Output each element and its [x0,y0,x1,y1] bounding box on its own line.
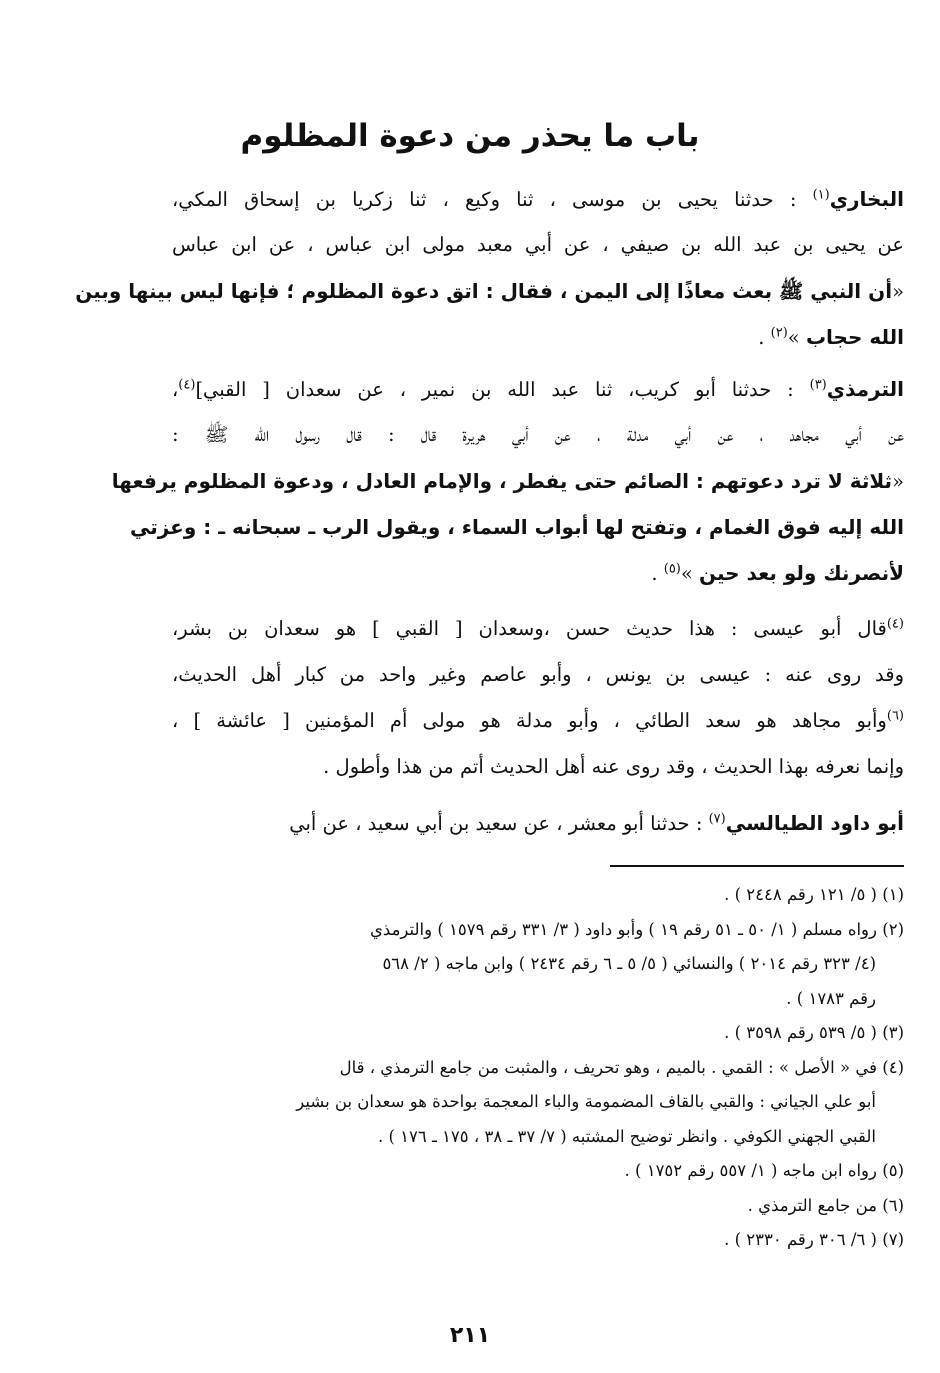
plain-text: : حدثنا أبو كريب، ثنا عبد الله بن نمير ، عن سعدان [ القبي] [195,378,810,401]
text-line [172,176,904,222]
narrator-name: البخاري [829,187,904,211]
footnotes [172,878,904,1258]
bold-text: الله حجاب [805,325,904,349]
plain-text: : حدثنا أبو معشر ، عن سعيد بن أبي سعيد ، عن أبي [289,812,709,835]
footnote-ref: (٥) [663,561,681,577]
footnote-line: القبي الجهني الكوفي . وانظر توضيح المشتبه ( ٧/ ٣٧ ـ ٣٨ ، ١٧٥ ـ ١٧٦ ) . [377,1126,876,1146]
footnote-line: (٦) من جامع الترمذي . [747,1195,904,1215]
footnote-line: أبو علي الجياني : والقبي بالقاف المضمومة والباء المعجمة بواحدة هو سعدان بن بشير [296,1092,876,1111]
paragraph [172,606,904,790]
text-line [111,458,904,504]
footnote-ref: (٢) [770,325,788,341]
text-line [172,222,904,268]
footnote-line: (٤) في « الأصل » : القمي . بالميم ، وهو تحريف ، والمثبت من جامع الترمذي ، قال [339,1057,904,1077]
bold-text: أن النبي ﷺ بعث معاذًا إلى اليمن ، فقال : اتق دعوة المظلوم ؛ فإنها ليس بينها وبين [75,279,893,303]
text-line [172,550,904,596]
narrator-name: أبو داود الطيالسي [725,811,904,835]
footnote-ref: (٤) [178,377,196,393]
paragraph [172,800,904,846]
footnote-line: (٥) رواه ابن ماجه ( ١/ ٥٥٧ رقم ١٧٥٢ ) . [624,1161,904,1180]
plain-text: » [787,326,806,349]
footnote-ref: (١) [812,187,830,203]
plain-text: » [680,562,700,585]
paragraph [111,366,904,596]
footnote-ref: (٧) [708,811,726,827]
plain-text: . [651,562,664,585]
text-line [172,744,904,790]
footnote-line: (٢) رواه مسلم ( ١/ ٥٠ ـ ٥١ رقم ١٩ ) وأبو داود ( ٣/ ٣٣١ رقم ١٥٧٩ ) والترمذي [370,919,904,939]
footnote-separator [610,865,904,867]
plain-text: وقد روى عنه : عيسى بن يونس ، وأبو عاصم وغير واحد من كبار أهل الحديث، [172,663,904,686]
quote-mark: « [892,280,904,303]
plain-text: . [758,326,771,349]
narrator-name: الترمذي [826,377,904,401]
plain-text: وأبو مجاهد هو سعد الطائي ، وأبو مدلة هو مولى أم المؤمنين [ عائشة ] [193,709,887,732]
footnote-ref: (٤) [886,616,904,632]
text-line [172,606,904,652]
footnote-line: (١) ( ٥/ ١٢١ رقم ٢٤٤٨ ) . [724,885,904,904]
footnote-line: (٤/ ٣٢٣ رقم ٢٠١٤ ) والنسائي ( ٥/ ٥ ـ ٦ رقم ٢٤٣٤ ) وابن ماجه ( ٢/ ٥٦٨ [382,954,876,973]
plain-text: عن أبي مجاهد ، عن أبي مدلة ، عن أبي هريرة قال : قال رسول الله ﷺ : [172,423,904,446]
footnote-ref: (٦) [886,708,904,724]
footnote-line: رقم ١٧٨٣ ) . [786,988,876,1008]
text-line [172,800,904,846]
plain-text: قال أبو عيسى : هذا حديث حسن ،وسعدان [ القبي ] [372,617,887,640]
text-line [172,366,904,412]
chapter-title: باب ما يحذر من دعوة المظلوم [240,118,700,154]
plain-text: ، [172,709,194,732]
footnote-line: (٧) ( ٦/ ٣٠٦ رقم ٢٣٣٠ ) . [724,1230,904,1249]
page-number: ٢١١ [449,1323,491,1348]
plain-text: وإنما نعرفه بهذا الحديث ، وقد روى عنه أهل الحديث أتم من هذا وأطول . [323,755,904,778]
footnote-ref: (٣) [809,377,827,393]
quote-mark: « [892,470,904,493]
text-line [130,504,904,550]
plain-text: ، [172,378,179,401]
bold-text: ثلاثة لا ترد دعوتهم : الصائم حتى يفطر ، والإمام العادل ، ودعوة المظلوم يرفعها [111,469,893,493]
footnote-line: (٣) ( ٥/ ٥٣٩ رقم ٣٥٩٨ ) . [724,1023,904,1042]
text-line [172,412,904,458]
plain-text: هو سعدان بن بشر، [172,617,373,640]
plain-text: عن يحيى بن عبد الله بن صيفي ، عن أبي معبد مولى ابن عباس ، عن ابن عباس [172,233,904,256]
text-line [172,698,904,744]
plain-text: : حدثنا يحيى بن موسى ، ثنا وكيع ، ثنا زكريا بن إسحاق المكي، [172,188,813,211]
text-line [172,652,904,698]
paragraph [75,176,904,360]
bold-text: لأنصرنك ولو بعد حين [699,561,904,585]
narrator-name: الله إليه فوق الغمام ، وتفتح لها أبواب السماء ، ويقول الرب ـ سبحانه ـ : وعزتي [130,515,904,539]
text-line [172,314,904,360]
text-line [75,268,904,314]
